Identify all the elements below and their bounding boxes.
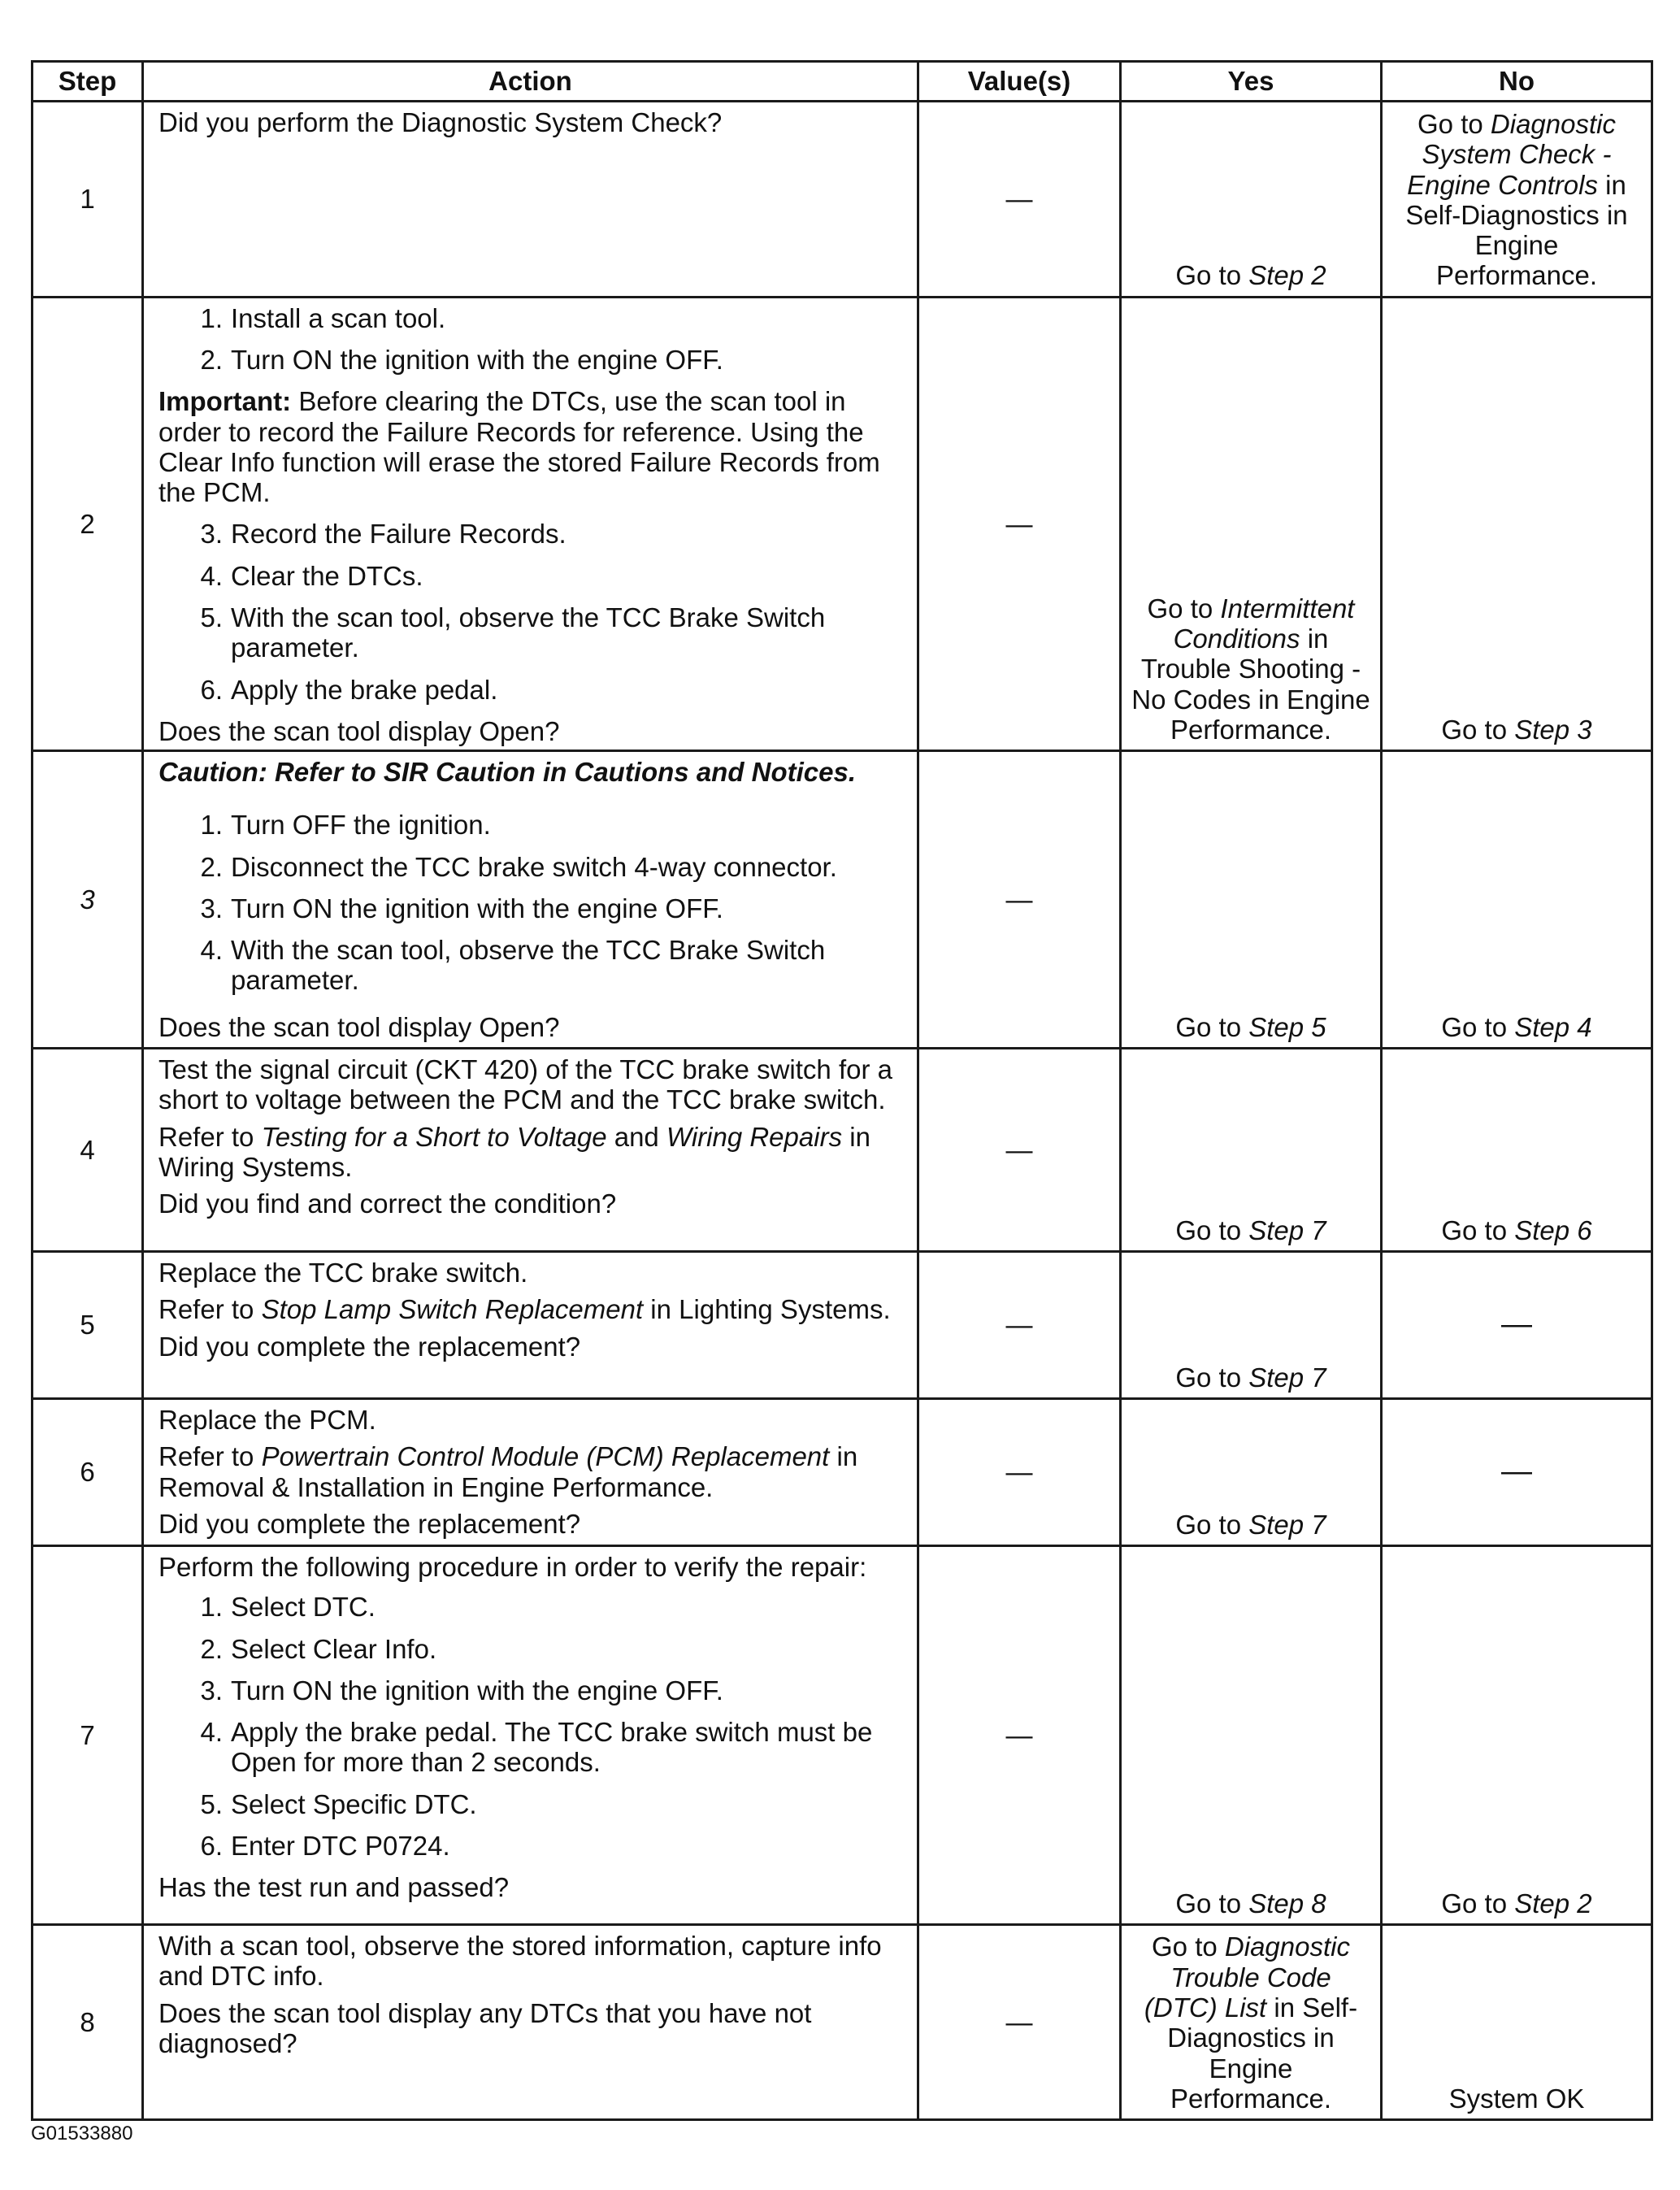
step-number: 3: [33, 751, 143, 1049]
yes-cell: Go to Diagnostic Trouble Code (DTC) List in Self-Diagnostics in Engine Performance.: [1121, 1925, 1382, 2120]
list-item: 6. Apply the brake pedal.: [200, 674, 498, 705]
table-row-step-7: [33, 1546, 1652, 1925]
step-link: Step 4: [1514, 1011, 1592, 1042]
value-cell: —: [918, 751, 1121, 1049]
table-row-step-5: [33, 1252, 1652, 1399]
action-text: Perform the following procedure in order to verify the repair:: [158, 1552, 867, 1583]
no-cell: Go to Step 4: [1382, 751, 1652, 1049]
action-text: Replace the PCM.: [158, 1405, 376, 1436]
value-cell: —: [918, 1252, 1121, 1399]
diagnostic-table: [31, 60, 1653, 2121]
procedure-list: [158, 810, 905, 995]
step-number: 8: [33, 1925, 143, 2120]
action-cell: [143, 102, 918, 298]
step-link: Step 7: [1248, 1362, 1326, 1393]
yes-cell: Go to Step 7: [1121, 1252, 1382, 1399]
list-item: 5. With the scan tool, observe the TCC Brake Switch parameter.: [200, 602, 826, 663]
list-item: 4. Apply the brake pedal. The TCC brake switch must be Open for more than 2 seconds.: [200, 1717, 873, 1778]
step-link: Step 8: [1248, 1888, 1326, 1918]
header-no: No: [1382, 62, 1652, 102]
no-cell: System OK: [1382, 1925, 1652, 2120]
action-cell: [143, 751, 918, 1049]
list-item: 6. Enter DTC P0724.: [200, 1831, 450, 1862]
step-link: Step 2: [1248, 260, 1326, 291]
list-item: 2. Select Clear Info.: [200, 1633, 437, 1664]
table-row-step-2: [33, 297, 1652, 750]
step-link: Step 7: [1248, 1509, 1326, 1540]
value-cell: —: [918, 102, 1121, 298]
yes-cell: Go to Step 2: [1121, 102, 1382, 298]
yes-cell: Go to Step 5: [1121, 751, 1382, 1049]
caution-note: Caution: Refer to SIR Caution in Cautions and Notices.: [158, 757, 857, 788]
procedure-list: [158, 519, 905, 704]
step-number: 4: [33, 1049, 143, 1252]
step-link: Step 7: [1248, 1214, 1326, 1245]
action-question: Did you perform the Diagnostic System Check?: [158, 107, 723, 137]
no-cell: —: [1382, 1399, 1652, 1546]
yes-cell: Go to Intermittent Conditions in Trouble Shooting - No Codes in Engine Performance.: [1121, 297, 1382, 750]
action-cell: [143, 1252, 918, 1399]
reference-text: Refer to Stop Lamp Switch Replacement in Lighting Systems.: [158, 1294, 891, 1325]
action-cell: [143, 1925, 918, 2120]
value-cell: —: [918, 297, 1121, 750]
step-link: Step 5: [1248, 1011, 1326, 1042]
table-row-step-8: [33, 1925, 1652, 2120]
list-item: 2. Turn ON the ignition with the engine OFF.: [200, 344, 723, 375]
section-link: Diagnostic System Check - Engine Controls: [1407, 109, 1616, 200]
list-item: 4. With the scan tool, observe the TCC Brake Switch parameter.: [200, 935, 826, 996]
list-item: 3. Turn ON the ignition with the engine OFF.: [200, 1675, 723, 1706]
action-question: Did you complete the replacement?: [158, 1331, 581, 1362]
action-cell: [143, 1546, 918, 1925]
action-question: Does the scan tool display any DTCs that you have not diagnosed?: [158, 1997, 812, 2058]
action-text: Replace the TCC brake switch.: [158, 1258, 528, 1288]
figure-id-caption: G01533880: [31, 2123, 133, 2144]
action-question: Did you find and correct the condition?: [158, 1188, 617, 1219]
list-item: 3. Record the Failure Records.: [200, 519, 567, 550]
yes-cell: Go to Step 7: [1121, 1399, 1382, 1546]
action-question: Does the scan tool display Open?: [158, 1011, 560, 1042]
step-number: 5: [33, 1252, 143, 1399]
no-cell: Go to Step 6: [1382, 1049, 1652, 1252]
value-cell: —: [918, 1546, 1121, 1925]
yes-cell: Go to Step 8: [1121, 1546, 1382, 1925]
action-text: Test the signal circuit (CKT 420) of the TCC brake switch for a short to voltage between the PCM and the TCC brake switch.: [158, 1054, 892, 1115]
table-row-step-4: [33, 1049, 1652, 1252]
section-link: Diagnostic Trouble Code (DTC) List: [1144, 1931, 1350, 2023]
table-row-step-1: [33, 102, 1652, 298]
action-cell: [143, 297, 918, 750]
step-link: Step 2: [1514, 1888, 1592, 1918]
step-number: 6: [33, 1399, 143, 1546]
procedure-list: [158, 1592, 905, 1861]
section-link: Intermittent Conditions: [1173, 593, 1355, 654]
table-header-row: [33, 62, 1652, 102]
header-step: Step: [33, 62, 143, 102]
list-item: 1. Turn OFF the ignition.: [200, 810, 491, 841]
step-number: 2: [33, 297, 143, 750]
list-item: 1. Install a scan tool.: [200, 302, 446, 333]
list-item: 1. Select DTC.: [200, 1592, 376, 1623]
step-link: Step 6: [1514, 1214, 1592, 1245]
no-cell: Go to Diagnostic System Check - Engine Controls in Self-Diagnostics in Engine Performance.: [1382, 102, 1652, 298]
procedure-list: [158, 303, 905, 376]
list-item: 4. Clear the DTCs.: [200, 560, 423, 591]
action-text: With a scan tool, observe the stored information, capture info and DTC info.: [158, 1931, 882, 1992]
action-question: Has the test run and passed?: [158, 1872, 510, 1903]
header-values: Value(s): [918, 62, 1121, 102]
list-item: 2. Disconnect the TCC brake switch 4-way connector.: [200, 851, 837, 882]
step-link: Step 3: [1514, 714, 1592, 745]
action-question: Did you complete the replacement?: [158, 1508, 581, 1539]
reference-text: Refer to Testing for a Short to Voltage and Wiring Repairs in Wiring Systems.: [158, 1121, 870, 1182]
value-cell: —: [918, 1925, 1121, 2120]
list-item: 3. Turn ON the ignition with the engine OFF.: [200, 893, 723, 923]
no-cell: —: [1382, 1252, 1652, 1399]
important-note: Important: Before clearing the DTCs, use the scan tool in order to record the Failure Records for reference. Using the Clear Info function will erase the stored Failure Records from the PCM.: [158, 386, 880, 508]
list-item: 5. Select Specific DTC.: [200, 1788, 477, 1819]
table-row-step-6: [33, 1399, 1652, 1546]
value-cell: —: [918, 1399, 1121, 1546]
reference-text: Refer to Powertrain Control Module (PCM) Replacement in Removal & Installation in Engine Performance.: [158, 1441, 858, 1502]
step-number: 7: [33, 1546, 143, 1925]
no-cell: Go to Step 2: [1382, 1546, 1652, 1925]
yes-cell: Go to Step 7: [1121, 1049, 1382, 1252]
value-cell: —: [918, 1049, 1121, 1252]
action-cell: [143, 1049, 918, 1252]
header-yes: Yes: [1121, 62, 1382, 102]
table-row-step-3: [33, 751, 1652, 1049]
header-action: Action: [143, 62, 918, 102]
action-question: Does the scan tool display Open?: [158, 715, 560, 746]
action-cell: [143, 1399, 918, 1546]
step-number: 1: [33, 102, 143, 298]
no-cell: Go to Step 3: [1382, 297, 1652, 750]
